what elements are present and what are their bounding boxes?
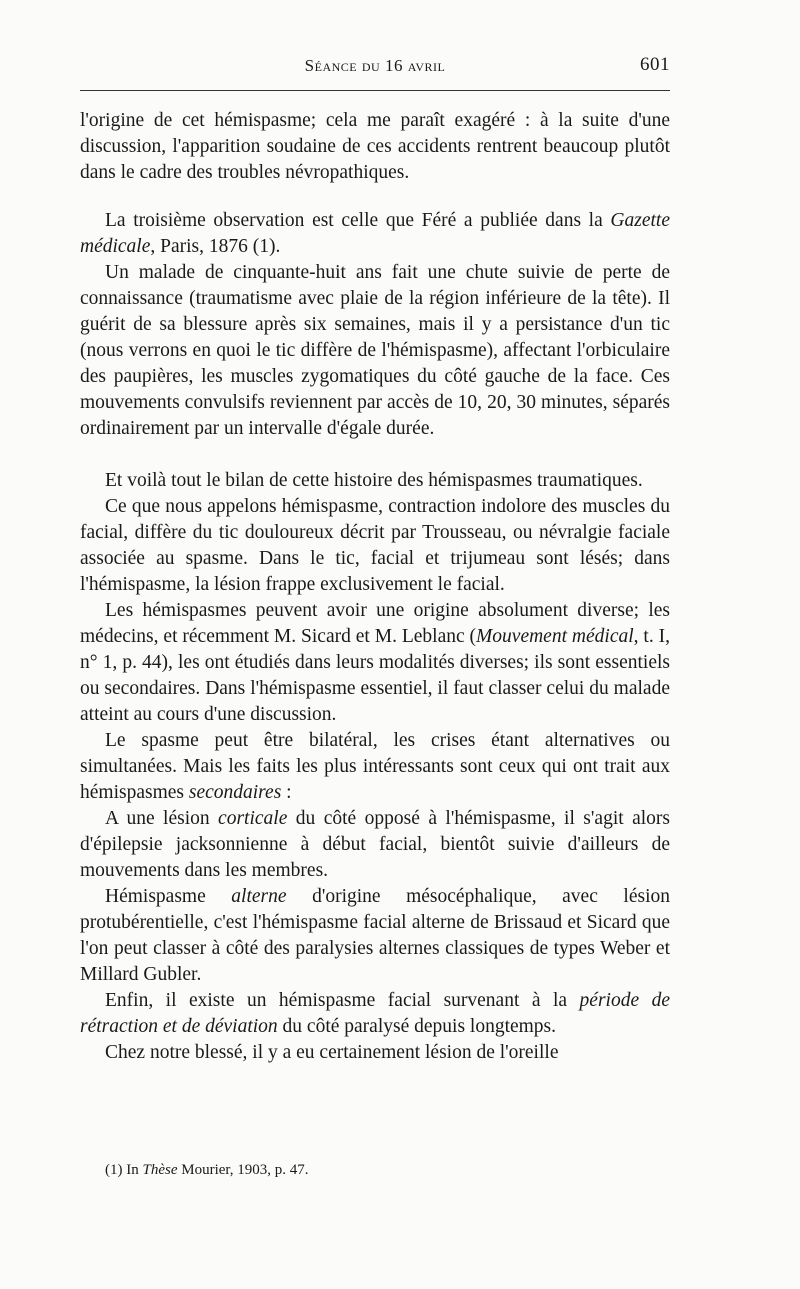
italic-journal-title: Gazette médicale: [80, 210, 670, 257]
paragraph-3: Un malade de cinquante-huit ans fait une chute suivie de perte de connaissance (traumatisme avec plaie de la région inférieure de la tête). Il guérit de sa blessure après six semaines, mais il y a persistance d'un tic (nous verrons en quoi le tic diffère de l'hémispasme), affectant l'orbiculaire des paupières, les muscles zygomatiques du côté gauche de la face. Ces mouvements convulsifs reviennent par accès de 10, 20, 30 minutes, séparés ordinairement par un intervalle d'égale durée.: [80, 262, 670, 439]
paragraph-11: Chez notre blessé, il y a eu certainement lésion de l'oreille: [105, 1042, 559, 1063]
body-text: [80, 108, 670, 1066]
paragraph-10: Enfin, il existe un hémispasme facial survenant à la période de rétraction et de déviation du côté paralysé depuis longtemps.: [80, 990, 670, 1037]
paragraph-1: l'origine de cet hémispasme; cela me paraît exagéré : à la suite d'une discussion, l'apparition soudaine de ces accidents rentrent beaucoup plutôt dans le cadre des troubles névropathiques.: [80, 110, 670, 183]
italic-term: période de rétraction et de déviation: [80, 990, 670, 1037]
paragraph-6: Les hémispasmes peuvent avoir une origine absolument diverse; les médecins, et récemment M. Sicard et M. Leblanc (Mouvement médical, t. I, n° 1, p. 44), les ont étudiés dans leurs modalités diverses; ils sont essentiels ou secondaires. Dans l'hémispasme essentiel, il faut classer celui du malade atteint au cours d'une discussion.: [80, 600, 670, 725]
footnote: (1) In Thèse Mourier, 1903, p. 47.: [105, 1162, 309, 1178]
paragraph-2: La troisième observation est celle que Féré a publiée dans la Gazette médicale, Paris, 1876 (1).: [80, 210, 670, 257]
page-number: 601: [640, 54, 670, 75]
header-rule: [80, 90, 670, 91]
italic-footnote-title: Thèse: [142, 1162, 178, 1178]
italic-term: secondaires: [188, 782, 282, 803]
running-title: Séance du 16 avril: [304, 56, 446, 75]
paragraph-4: Et voilà tout le bilan de cette histoire des hémispasmes traumatiques.: [105, 470, 643, 491]
paragraph-9: Hémispasme alterne d'origine mésocéphalique, avec lésion protubérentielle, c'est l'hémispasme facial alterne de Brissaud et Sicard que l'on peut classer à côté des paralysies alternes classiques de types Weber et Millard Gubler.: [80, 886, 670, 985]
paragraph-8: A une lésion corticale du côté opposé à l'hémispasme, il s'agit alors d'épilepsie jacksonnienne à début facial, bientôt suivie d'ailleurs de mouvements dans les membres.: [80, 808, 670, 881]
italic-term: alterne: [231, 886, 287, 907]
paragraph-5: Ce que nous appelons hémispasme, contraction indolore des muscles du facial, diffère du tic douloureux décrit par Trousseau, ou névralgie faciale associée au spasme. Dans le tic, facial et trijumeau sont lésés; dans l'hémispasme, la lésion frappe exclusivement le facial.: [80, 496, 670, 595]
italic-term: corticale: [218, 808, 288, 829]
running-head: [80, 52, 670, 82]
italic-journal-title: Mouvement médical: [476, 626, 634, 647]
paragraph-7: Le spasme peut être bilatéral, les crises étant alternatives ou simultanées. Mais les faits les plus intéressants sont ceux qui ont trait aux hémispasmes secondaires :: [80, 730, 670, 803]
